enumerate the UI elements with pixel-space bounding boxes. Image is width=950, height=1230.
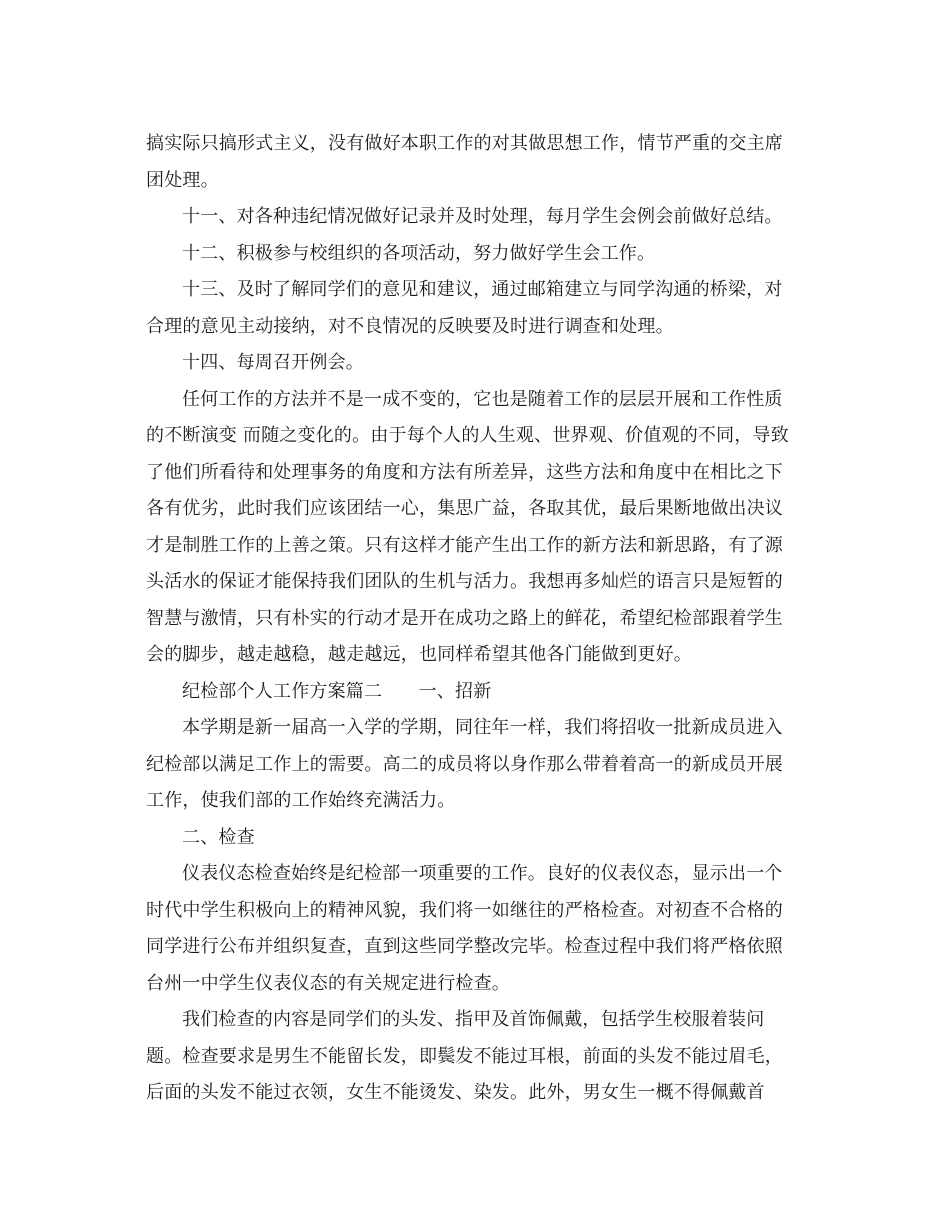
- text-line: 头活水的保证才能保持我们团队的生机与活力。我想再多灿烂的语言只是短暂的: [146, 571, 783, 592]
- text-line: 搞实际只搞形式主义，没有做好本职工作的对其做思想工作，情节严重的交主席: [146, 133, 783, 154]
- text-line: 仪表仪态检查始终是纪检部一项重要的工作。良好的仪表仪态，显示出一个: [182, 863, 783, 884]
- text-line: 任何工作的方法并不是一成不变的，它也是随着工作的层层开展和工作性质: [182, 388, 783, 410]
- text-line: 合理的意见主动接纳，对不良情况的反映要及时进行调查和处理。: [146, 315, 674, 337]
- text-line: 工作，使我们部的工作始终充满活力。: [146, 790, 456, 811]
- text-line: 时代中学生积极向上的精神风貌，我们将一如继往的严格检查。对初查不合格的: [146, 899, 783, 921]
- text-line: 了他们所看待和处理事务的角度和方法有所差异，这些方法和角度中在相比之下: [146, 461, 783, 483]
- text-line: 各有优劣，此时我们应该团结一心，集思广益，各取其优，最后果断地做出决议: [146, 498, 783, 519]
- text-line: 会的脚步，越走越稳，越走越远，也同样希望其他各门能做到更好。: [146, 644, 692, 665]
- text-line: 十一、对各种违纪情况做好记录并及时处理，每月学生会例会前做好总结。: [182, 206, 783, 227]
- text-line: 本学期是新一届高一入学的学期，同往年一样，我们将招收一批新成员进入: [182, 717, 783, 738]
- text-line: 团处理。: [146, 169, 219, 191]
- text-line: 十二、积极参与校组织的各项活动，努力做好学生会工作。: [182, 242, 656, 264]
- text-line: 的不断演变 而随之变化的。由于每个人的人生观、世界观、价值观的不同，导致: [146, 425, 789, 446]
- text-line: 题。检查要求是男生不能留长发，即鬓发不能过耳根，前面的头发不能过眉毛，: [146, 1045, 783, 1067]
- text-line: 智慧与激情，只有朴实的行动才是开在成功之路上的鲜花，希望纪检部跟着学生: [146, 607, 783, 629]
- document-page: [146, 126, 806, 1112]
- text-line: 十三、及时了解同学们的意见和建议，通过邮箱建立与同学沟通的桥梁，对: [182, 279, 783, 300]
- text-line: 才是制胜工作的上善之策。只有这样才能产生出工作的新方法和新思路，有了源: [146, 534, 783, 556]
- text-line: 十四、每周召开例会。: [182, 352, 364, 373]
- text-line: 台州一中学生仪表仪态的有关规定进行检查。: [146, 972, 510, 994]
- text-line: 纪检部以满足工作上的需要。高二的成员将以身作那么带着着高一的新成员开展: [146, 753, 783, 775]
- text-line: 纪检部个人工作方案篇二 一、招新: [182, 680, 492, 702]
- text-line: 同学进行公布并组织复查，直到这些同学整改完毕。检查过程中我们将严格依照: [146, 936, 783, 957]
- text-line: 我们检查的内容是同学们的头发、指甲及首饰佩戴，包括学生校服着装问: [182, 1009, 765, 1030]
- text-line: 二、检查: [182, 826, 255, 848]
- text-line: 后面的头发不能过衣领，女生不能烫发、染发。此外，男女生一概不得佩戴首: [146, 1082, 765, 1103]
